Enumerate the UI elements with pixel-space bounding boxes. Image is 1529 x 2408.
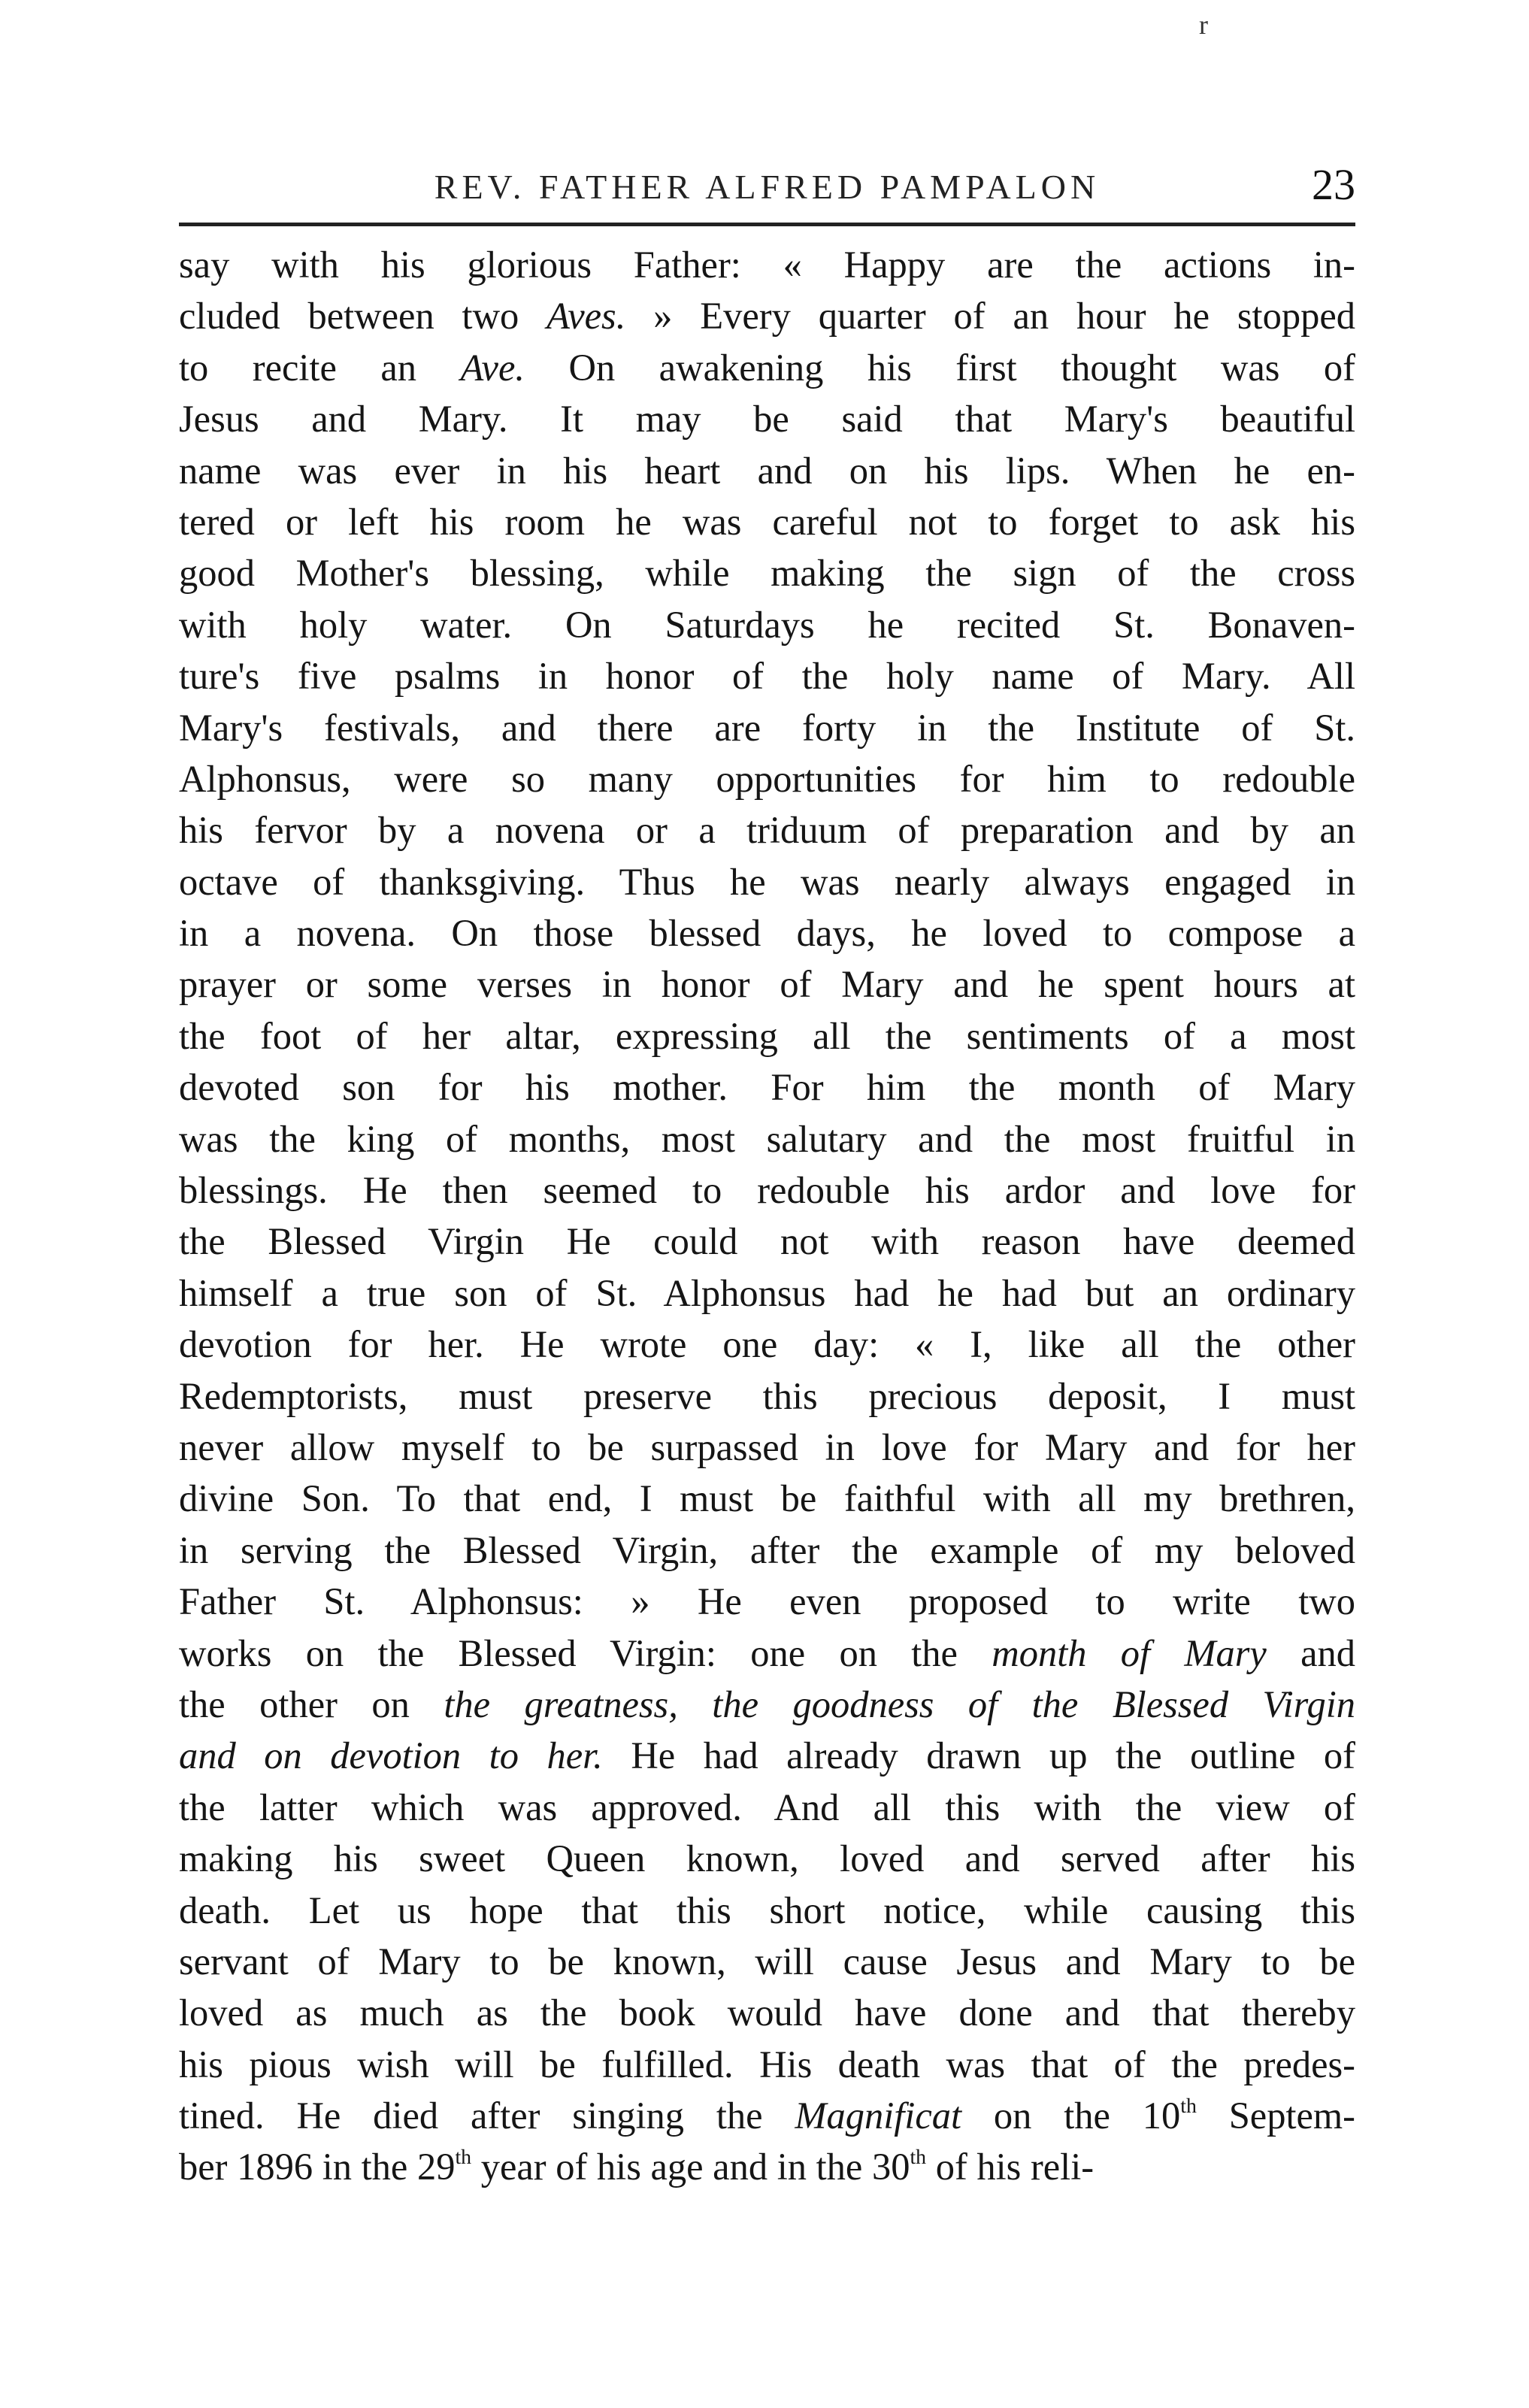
- text-segment: devotion for her. He wrote one day: « I, like all the other: [179, 1323, 1355, 1366]
- text-line: [179, 804, 1355, 856]
- text-line: [179, 1216, 1355, 1267]
- text-segment: He had already drawn up the outline of: [602, 1734, 1356, 1777]
- text-segment: death. Let us hope that this short notice, while causing this: [179, 1889, 1355, 1931]
- text-segment: cluded between two: [179, 295, 547, 338]
- text-segment: the latter which was approved. And all this with the view of: [179, 1786, 1355, 1828]
- text-segment: the Blessed Virgin He could not with reason have deemed: [179, 1220, 1355, 1263]
- text-line: [179, 1473, 1355, 1524]
- text-line: [179, 1422, 1355, 1473]
- text-segment: his pious wish will be fulfilled. His death was that of the predes-: [179, 2043, 1355, 2085]
- text-line: [179, 1782, 1355, 1833]
- text-line: [179, 2090, 1355, 2141]
- text-line: [179, 2039, 1355, 2090]
- text-segment: works on the Blessed Virgin: one on the: [179, 1631, 992, 1674]
- text-segment: tined. He died after singing the: [179, 2095, 795, 2137]
- italic-text: and on devotion to her.: [179, 1734, 603, 1777]
- text-line: [179, 1062, 1355, 1113]
- text-segment: Redemptorists, must preserve this precious deposit, I must: [179, 1374, 1355, 1417]
- text-line: [179, 599, 1355, 650]
- text-line: [179, 1730, 1355, 1781]
- text-line: [179, 547, 1355, 598]
- text-line: [179, 290, 1355, 341]
- text-segment: divine Son. To that end, I must be faithful with all my brethren,: [179, 1477, 1355, 1520]
- text-line: [179, 496, 1355, 547]
- text-segment: Jesus and Mary. It may be said that Mary's beautiful: [179, 398, 1355, 441]
- text-line: [179, 1525, 1355, 1576]
- page-number: 23: [1312, 160, 1355, 209]
- text-line: [179, 1010, 1355, 1062]
- text-segment: » Every quarter of an hour he stopped: [625, 295, 1355, 338]
- text-segment: never allow myself to be surpassed in love for Mary and for her: [179, 1425, 1355, 1468]
- text-segment: Mary's festivals, and there are forty in the Institute of St.: [179, 706, 1355, 749]
- text-segment: octave of thanksgiving. Thus he was nearly always engaged in: [179, 860, 1355, 903]
- running-header: [179, 158, 1355, 218]
- text-line: [179, 1833, 1355, 1884]
- text-line: [179, 342, 1355, 393]
- text-line: [179, 907, 1355, 959]
- text-segment: Alphonsus, were so many opportunities for him to redouble: [179, 757, 1355, 800]
- text-line: [179, 1371, 1355, 1422]
- superscript: th: [455, 2146, 472, 2170]
- text-segment: his fervor by a novena or a triduum of preparation and by an: [179, 809, 1355, 852]
- text-line: [179, 1936, 1355, 1987]
- italic-text: month of Mary: [992, 1631, 1267, 1674]
- header-rule: [179, 223, 1355, 226]
- text-line: [179, 753, 1355, 804]
- text-line: [179, 445, 1355, 496]
- text-segment: devoted son for his mother. For him the month of Mary: [179, 1066, 1355, 1109]
- text-line: [179, 239, 1355, 290]
- text-segment: Septem-: [1196, 2095, 1355, 2137]
- text-line: [179, 959, 1355, 1010]
- text-segment: was the king of months, most salutary and the most fruitful in: [179, 1117, 1355, 1160]
- text-line: [179, 1268, 1355, 1319]
- corner-mark: r: [1199, 10, 1208, 40]
- running-head-title: REV. FATHER ALFRED PAMPALON: [434, 168, 1101, 206]
- text-segment: good Mother's blessing, while making the sign of the cross: [179, 552, 1355, 595]
- text-segment: ber 1896 in the 29: [179, 2146, 456, 2188]
- text-line: [179, 1987, 1355, 2038]
- text-segment: with holy water. On Saturdays he recited St. Bonaven-: [179, 603, 1355, 646]
- text-segment: prayer or some verses in honor of Mary and he spent hours at: [179, 963, 1355, 1006]
- text-segment: and: [1266, 1631, 1355, 1674]
- text-line: [179, 1165, 1355, 1216]
- text-segment: year of his age and in the 30: [471, 2146, 910, 2188]
- italic-text: the greatness, the goodness of the Blessed Virgin: [444, 1683, 1355, 1725]
- text-segment: Father St. Alphonsus: » He even proposed to write two: [179, 1580, 1355, 1623]
- text-line: [179, 650, 1355, 701]
- text-segment: to recite an: [179, 346, 461, 389]
- text-segment: of his reli-: [926, 2146, 1095, 2188]
- text-segment: say with his glorious Father: « Happy are the actions in-: [179, 244, 1355, 286]
- text-line: [179, 1113, 1355, 1165]
- text-segment: name was ever in his heart and on his lips. When he en-: [179, 449, 1355, 492]
- text-segment: servant of Mary to be known, will cause Jesus and Mary to be: [179, 1940, 1355, 1982]
- text-line: [179, 1628, 1355, 1679]
- text-line: [179, 1885, 1355, 1936]
- text-line: [179, 393, 1355, 444]
- italic-text: Ave.: [460, 346, 525, 389]
- text-segment: the foot of her altar, expressing all the sentiments of a most: [179, 1014, 1355, 1057]
- text-line: [179, 1679, 1355, 1730]
- text-segment: in a novena. On those blessed days, he loved to compose a: [179, 912, 1355, 955]
- superscript: th: [910, 2146, 927, 2170]
- text-segment: ture's five psalms in honor of the holy name of Mary. All: [179, 655, 1355, 698]
- italic-text: Aves.: [547, 295, 626, 338]
- text-segment: loved as much as the book would have done and that thereby: [179, 1992, 1355, 2034]
- superscript: th: [1180, 2095, 1197, 2119]
- text-line: [179, 1576, 1355, 1627]
- text-segment: On awakening his first thought was of: [525, 346, 1355, 389]
- text-line: [179, 2141, 1355, 2192]
- italic-text: Magnificat: [795, 2095, 962, 2137]
- body-text: [179, 239, 1355, 2193]
- text-line: [179, 702, 1355, 753]
- text-line: [179, 1319, 1355, 1370]
- text-segment: making his sweet Queen known, loved and served after his: [179, 1837, 1355, 1880]
- text-segment: blessings. He then seemed to redouble his ardor and love for: [179, 1169, 1355, 1212]
- text-segment: on the 10: [961, 2095, 1181, 2137]
- text-segment: the other on: [179, 1683, 444, 1725]
- text-segment: himself a true son of St. Alphonsus had he had but an ordinary: [179, 1271, 1355, 1314]
- text-segment: in serving the Blessed Virgin, after the example of my beloved: [179, 1528, 1355, 1571]
- text-line: [179, 856, 1355, 907]
- text-segment: tered or left his room he was careful not to forget to ask his: [179, 500, 1355, 543]
